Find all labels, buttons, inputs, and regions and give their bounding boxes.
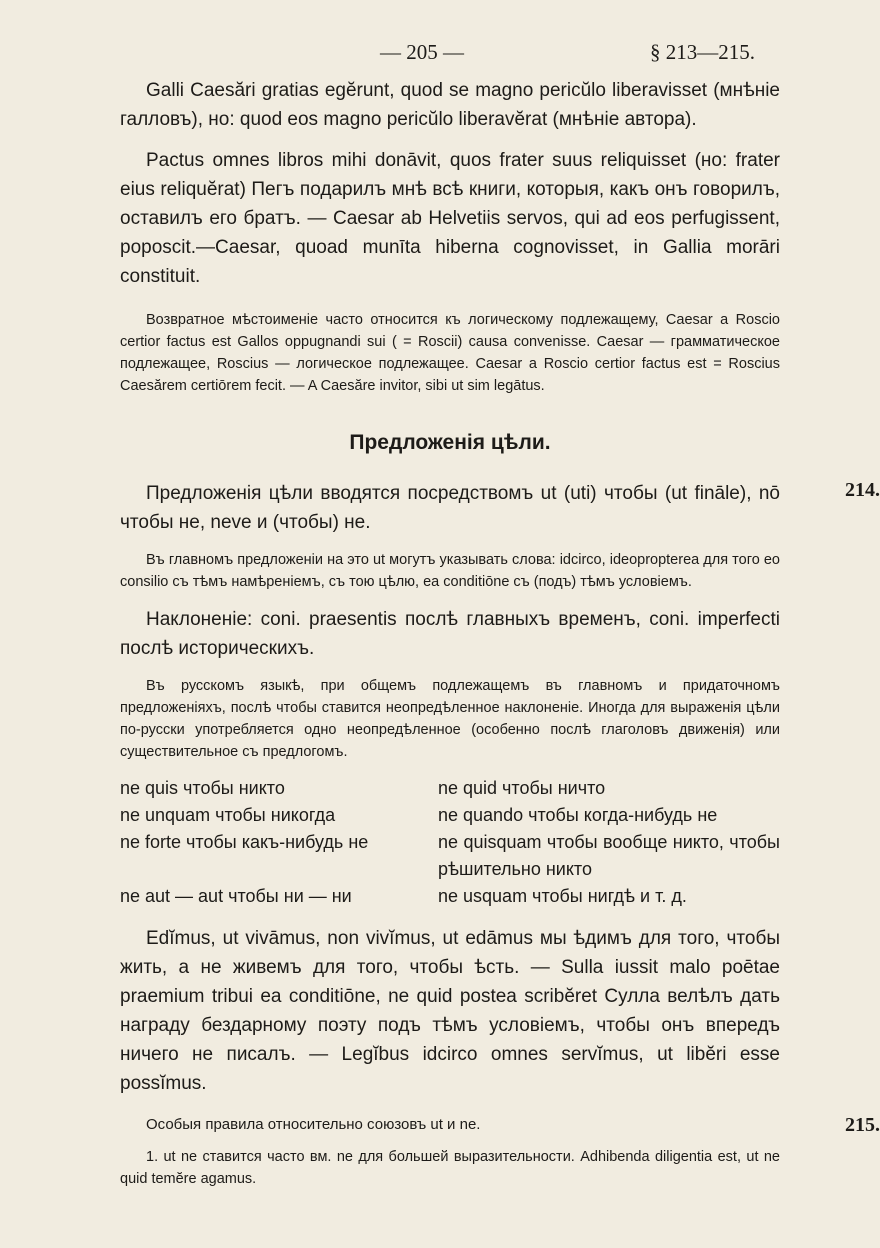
page-number: — 205 — (380, 40, 464, 64)
phrase-item: ne unquam чтобы никогда (120, 805, 336, 825)
paragraph-edimus: Edĭmus, ut vivāmus, non vivĭmus, ut edāmus мы ѣдимъ для того, чтобы жить, а не живемъ для того, чтобы ѣсть. — Sulla iussit malo poētae praemium tribui ea conditiōne, ne quid postea scribĕret Сулла велѣлъ дать награду бездарному поэту подъ тѣмъ условіемъ, чтобы онъ впередъ ничего не писалъ. — Legĭbus idcirco omnes servĭmus, ut libĕri esse possĭmus. (120, 928, 780, 1094)
rule-215 (120, 1114, 880, 1136)
phrase-item: ne aut — aut чтобы ни — ни (120, 886, 352, 906)
phrase-item: ne usquam чтобы нигдѣ и т. д. (438, 886, 687, 906)
paragraph-mood: Наклоненіе: coni. praesentis послѣ главныхъ временъ, coni. imperfecti послѣ историческихъ. (120, 609, 780, 659)
phrase-item: ne forte чтобы какъ-нибудь не (120, 832, 369, 852)
rule-214 (120, 479, 880, 537)
phrase-item: ne quisquam чтобы вообще никто, чтобы рѣшительно никто (438, 832, 780, 879)
phrase-item: ne quis чтобы никто (120, 778, 285, 798)
note-russian: Въ русскомъ языкѣ, при общемъ подлежащемъ въ главномъ и придаточномъ предложеніяхъ, послѣ чтобы ставится неопредѣленное наклоненіе. Иногда для выраженія цѣли по-русски употребляется одно неопредѣленное (особенно послѣ глаголовъ движенія) или существительное съ предлогомъ. (120, 678, 780, 760)
paragraph-special-rules: Особыя правила относительно союзовъ ut и ne. (146, 1116, 481, 1133)
note-reflexive-pronoun: Возвратное мѣстоименіе часто относится къ логическому подлежащему, Caesar a Roscio certior factus est Gallos oppugnandi sui ( = Roscii) causa convenisse. Caesar — грамматическое подлежащее, Roscius — логическое подлежащее. Caesar a Roscio certior factus est = Roscius Caesărem certiōrem fecit. — A Caesăre invitor, sibi ut sim legātus. (120, 312, 780, 394)
note-ut-ne: 1. ut ne ставится часто вм. ne для большей выразительности. Adhibenda diligentia est, ut ne quid temĕre agamus. (120, 1149, 780, 1187)
phrase-item: ne quid чтобы ничто (438, 778, 606, 798)
paragraph-purpose-clauses: Предложенія цѣли вводятся посредствомъ ut (uti) чтобы (ut fināle), nō чтобы не, neve и (чтобы) не. (120, 483, 780, 533)
paragraph-galli: Galli Caesări gratias egĕrunt, quod se magno pericŭlo liberavisset (мнѣніе галловъ), но: quod eos magno pericŭlo liberavĕrat (мнѣніе автора). (120, 80, 780, 130)
running-header (0, 40, 875, 70)
phrase-list (120, 775, 780, 910)
section-number-214: 214. (845, 479, 880, 501)
paragraph-pactus: Pactus omnes libros mihi donāvit, quos frater suus reliquisset (но: frater eius reliquĕrat) Пегъ подарилъ мнѣ всѣ книги, которыя, какъ онъ говорилъ, оставилъ его братъ. — Caesar ab Helvetiis servos, qui ad eos perfugissent, poposcit.—Caesar, quoad munīta hiberna cognovisset, in Gallia morāri constituit. (120, 150, 780, 287)
section-title: Предложенія цѣли. (349, 431, 551, 454)
phrase-item: ne quando чтобы когда-нибудь не (438, 805, 718, 825)
note-idcirco: Въ главномъ предложеніи на это ut могутъ указывать слова: idcirco, ideoprоpterea для того eo consilio съ тѣмъ намѣреніемъ, съ тою цѣлю, ea conditiōne съ (подъ) тѣмъ условіемъ. (120, 552, 780, 590)
text-body (120, 76, 880, 1190)
section-range: § 213—215. (650, 40, 755, 64)
section-number-215: 215. (845, 1114, 880, 1136)
